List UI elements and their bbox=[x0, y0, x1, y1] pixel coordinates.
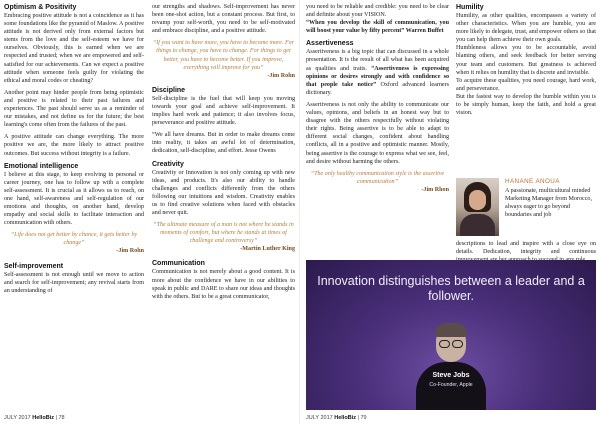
optimism-paragraph-3: A positive attitude can change everything. The more positive we are, the more likely to attract positive outcomes. But success without integrity is a failure. bbox=[4, 134, 144, 157]
author-profile bbox=[456, 178, 596, 258]
discipline-heading: Discipline bbox=[152, 86, 186, 94]
humility-paragraph-2: Humbleness allows you to be accountable, avoid blaming others, and seek feedback for better serving your team and customers. But greatness is achieved when it relies on humility that is discrete and invisible. bbox=[456, 45, 596, 76]
column-1 bbox=[4, 3, 144, 403]
humility-paragraph-1: Humility, as other qualities, encompasses a variety of other characteristics. When you are humble, you are more likely to delegate, trust, and empower others so that you can help them achieve their own goals. bbox=[456, 13, 596, 44]
assertiveness-paragraph-1 bbox=[306, 48, 449, 97]
assertiveness-definition: “Assertiveness is expressing opinions or desires strongly and with confidence so that people take notice” bbox=[306, 65, 449, 88]
author-bio-part-1: A passionate, multicultural minded Marketing Manager from Morocco, always eager to go beyond boundaries and job bbox=[505, 188, 592, 219]
creativity-paragraph: Creativity or Innovation is not only coming up with new ideas, and products. It's also our ability to handle challenges and conflicts differently from the others following our intuitions and wisdom. Creativity enables us to find creative solutions when faced with obstacles and never quit. bbox=[152, 169, 295, 216]
footer-date: JULY 2017 bbox=[4, 415, 31, 421]
communication-paragraph: Communication is not merely about a good content. It is more about the confidence we have in our abilities to speak in public and DARE to share our ideas and thoughts with the others. But to be a great communicator, bbox=[152, 269, 295, 300]
author-bio-part-2: descriptions to lead and inspire with a close eye on details. Dedication, integrity and continuous bbox=[456, 241, 596, 256]
footer-right bbox=[306, 415, 367, 422]
portrait-steve-jobs bbox=[414, 322, 488, 410]
pull-quote-text: “The ultimate measure of a man is not where he stands in moments of comfort, but where he stands at times of challenge and controversy” bbox=[153, 222, 294, 245]
optimism-paragraph-2: Another point may hinder people from being optimistic and positive is related to their past failures and experiences. The past should serve us as a reminder of our mistakes, and not define us for the future; the best learning's come often from the failures of the past. bbox=[4, 89, 144, 129]
pull-quote-rohn-2 bbox=[152, 39, 295, 79]
pull-quote-author: -Jim Rhon bbox=[421, 186, 449, 193]
humility-heading: Humility bbox=[456, 4, 484, 11]
pull-quote-king bbox=[152, 221, 295, 253]
column-2 bbox=[152, 3, 295, 403]
humility-paragraph-4: But the fastest way to develop the humble within you is to be simply human, keep the faith, and hold a great vision. bbox=[456, 93, 596, 117]
assertiveness-paragraph-2: Assertiveness is not only the ability to communicate our values, opinions, and beliefs in an honest way but to disagree with the others respectfully without violating their rights. Being assertive is to be able to adapt to different social changes, confident about handling conflicts, all in a positive and optimistic manner. Mostly, being assertive is the courage to express what we see, feel, and desire without harming the others. bbox=[306, 101, 449, 165]
creativity-heading: Creativity bbox=[152, 160, 184, 168]
buffett-quote: “When you develop the skill of communication, you will boost your value by fifty percent” Warren Buffet bbox=[306, 20, 449, 35]
footer-date: JULY 2017 bbox=[306, 415, 333, 421]
banner-headline: Innovation distinguishes between a leader and a follower. bbox=[317, 274, 585, 303]
author-name: HANANE ANOUA bbox=[505, 178, 560, 185]
footer-page-number: | 79 bbox=[357, 415, 367, 421]
pull-quote-author: -Jim Rohn bbox=[267, 72, 295, 79]
self-improvement-paragraph: Self-assessment is not enough until we move to action and search for self-improvement; any revival starts from an understanding of bbox=[4, 271, 144, 294]
footer-brand: HelloBiz bbox=[32, 415, 54, 421]
author-photo bbox=[456, 178, 499, 236]
pull-quote-rhon bbox=[306, 170, 449, 194]
pull-quote-text: “Life does not get better by chance, it gets better by change” bbox=[10, 232, 138, 247]
column-4 bbox=[456, 3, 596, 175]
pull-quote-author: -Martin Luther King bbox=[240, 246, 295, 253]
continuation-paragraph: our strengths and shadows. Self-improvement has never been one-shot action, but a constant process. But first, to revamp your self-worth, you need to be self-motivated and embrace discipline, and a positive attitude. bbox=[152, 4, 295, 35]
footer-brand: HelloBiz bbox=[334, 415, 356, 421]
footer-left bbox=[4, 415, 65, 422]
pull-quote-author: -Jim Rohn bbox=[116, 248, 144, 255]
assertiveness-source: Oxford advanced learners dictionary. bbox=[306, 81, 449, 96]
quote-banner bbox=[306, 260, 596, 410]
humility-paragraph-3: To acquire these qualities, you need courage, hard work, and perseverance. bbox=[456, 77, 596, 92]
pull-quote-text: “The only healthy communication style is the assertive communication” bbox=[310, 170, 445, 185]
banner-person-role: Co-Founder, Apple bbox=[429, 382, 473, 388]
emotional-intelligence-paragraph: I believe at this stage, to keep evolving in personal or career journey, one has to follow up with a complete self-assessment. It is crucial as it allows us to reach, on one hand, self-awareness and self-regulation of our emotions and thoughts, on another hand, develop empathy and social skills to facilitate interaction and communication with others. bbox=[4, 171, 144, 227]
self-improvement-heading: Self-improvement bbox=[4, 262, 64, 270]
communication-heading: Communication bbox=[152, 260, 205, 268]
footer-page-number: | 78 bbox=[55, 415, 65, 421]
optimism-paragraph-1: Embracing positive attitude is not a coincidence as it has some foundations like the pyramid of Maslow. A positive attitude is not derived only from external factors but stems from the love and the self-esteem we have for ourselves. Obviously, this is earned when we are respected and trusted; when we are empowered and self-satisfied for our achievements. Can we expect a positive attitude when someone feels guilty for violating the ethical and moral codes or cheating? bbox=[4, 13, 144, 84]
banner-person-name: Steve Jobs bbox=[432, 372, 470, 379]
discipline-paragraph-1: Self-discipline is the fuel that will keep you moving towards your goal and achieve self-improvement. It implies hard work and patience; it also involves focus, perseverance and positive attitude. bbox=[152, 95, 295, 127]
communication-continuation: you need to be reliable and credible: you need to be clear and definite about your VISION. bbox=[306, 4, 449, 19]
pull-quote-rohn-1 bbox=[4, 231, 144, 255]
pull-quote-text: “If you want to have more, you have to become more. For things to change, you have to change. For things to get better, you have to become better. If you improve, everything will improve for you” bbox=[152, 40, 295, 71]
emotional-intelligence-heading: Emotional intelligence bbox=[4, 162, 79, 170]
assertiveness-intro: Assertiveness is a big topic that can discussed in a whole presentation. It is the result of all what has been acquired as qualities and traits. bbox=[306, 49, 449, 72]
optimism-heading: Optimism & Positivity bbox=[4, 4, 77, 11]
discipline-paragraph-2: “We all have dreams. But in order to make dreams come into reality, it takes an awful lot of determination, dedication, self-discipline, and effort. Jesse Owens bbox=[152, 132, 295, 155]
assertiveness-heading: Assertiveness bbox=[306, 40, 354, 48]
